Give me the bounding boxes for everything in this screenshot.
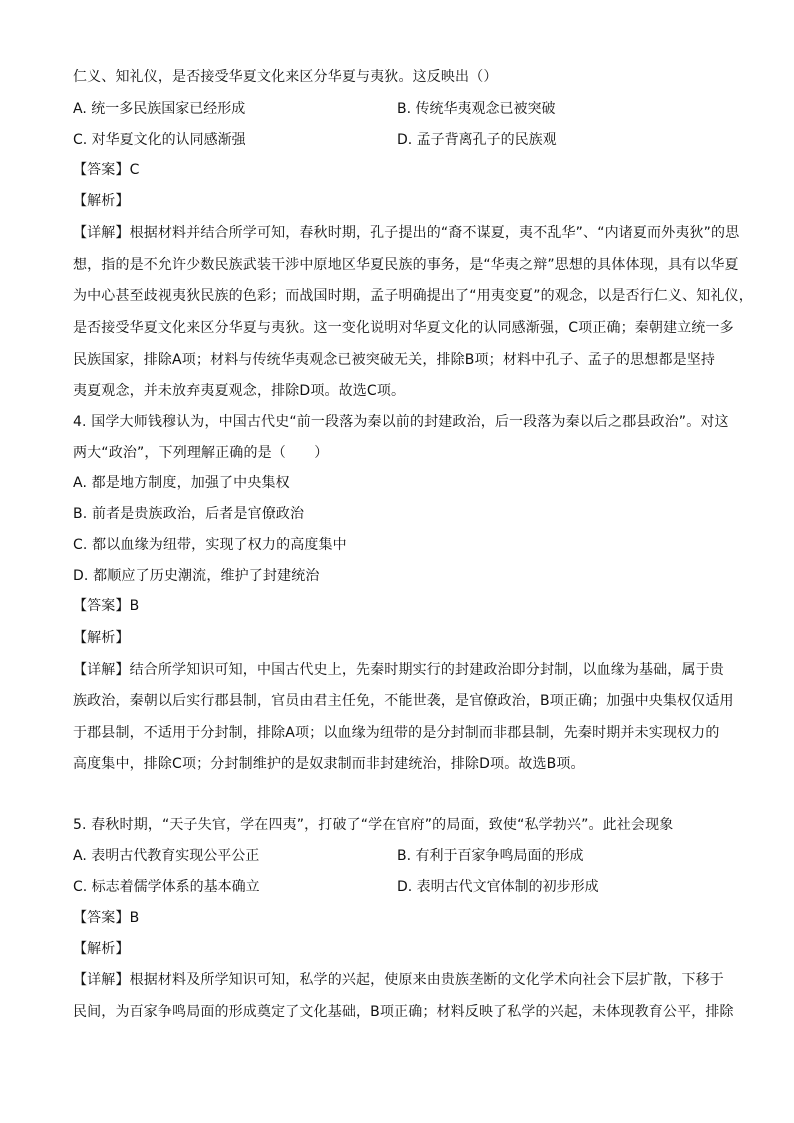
q4-detail-line: 高度集中，排除C项；分封制维护的是奴隶制而非封建统治，排除D项。故选B项。 (73, 756, 585, 772)
q3-detail-line: 【详解】根据材料并结合所学可知，春秋时期，孔子提出的“裔不谋夏，夷不乱华”、“内诸夏而外夷狄”的思 (73, 225, 740, 241)
q5-option-b: B. 有利于百家争鸣局面的形成 (397, 848, 584, 864)
q5-stem: 5. 春秋时期，“天子失官，学在四夷”，打破了“学在官府”的局面，致使“私学勃兴”。此社会现象 (73, 817, 674, 833)
q3-detail-line: 是否接受华夏文化来区分华夏与夷狄。这一变化说明对华夏文化的认同感渐强，C项正确；秦朝建立统一多 (73, 320, 734, 336)
q4-detail-line: 于郡县制，不适用于分封制，排除A项；以血缘为纽带的是分封制而非郡县制，先秦时期并未实现权力的 (73, 725, 720, 741)
q3-answer: 【答案】C (73, 162, 140, 178)
q4-stem-line: 两大“政治”，下列理解正确的是（ ） (73, 445, 329, 461)
q4-stem-line: 4. 国学大师钱穆认为，中国古代史“前一段落为秦以前的封建政治，后一段落为秦以后之郡县政治”。对这 (73, 414, 729, 430)
q3-detail-line: 为中心甚至歧视夷狄民族的色彩；而战国时期，孟子明确提出了“用夷变夏”的观念，以是否行仁义、知礼仪， (73, 288, 753, 304)
q3-detail-line: 夷夏观念，并未放弃夷夏观念，排除D项。故选C项。 (73, 383, 406, 399)
q5-option-a: A. 表明古代教育实现公平公正 (73, 848, 260, 864)
q3-option-a: A. 统一多民族国家已经形成 (73, 101, 246, 117)
q5-option-c: C. 标志着儒学体系的基本确立 (73, 879, 260, 895)
q4-option-a: A. 都是地方制度，加强了中央集权 (73, 475, 290, 491)
q5-answer: 【答案】B (73, 910, 140, 926)
q4-analysis-label: 【解析】 (73, 630, 130, 646)
q3-analysis-label: 【解析】 (73, 193, 130, 209)
q4-option-c: C. 都以血缘为纽带，实现了权力的高度集中 (73, 537, 347, 553)
q5-detail-line: 【详解】根据材料及所学知识可知，私学的兴起，使原来由贵族垄断的文化学术向社会下层扩散，下移于 (73, 972, 724, 988)
q4-detail-line: 【详解】结合所学知识可知，中国古代史上，先秦时期实行的封建政治即分封制，以血缘为基础，属于贵 (73, 662, 724, 678)
q4-detail-line: 族政治，秦朝以后实行郡县制，官员由君主任免，不能世袭，是官僚政治，B项正确；加强中央集权仅适用 (73, 693, 734, 709)
q3-option-b: B. 传统华夷观念已被突破 (397, 101, 556, 117)
q5-detail-line: 民间，为百家争鸣局面的形成奠定了文化基础，B项正确；材料反映了私学的兴起，未体现教育公平，排除 (73, 1004, 734, 1020)
q4-answer: 【答案】B (73, 598, 140, 614)
q4-option-d: D. 都顺应了历史潮流，维护了封建统治 (73, 568, 320, 584)
q3-detail-line: 想，指的是不允许少数民族武装干涉中原地区华夏民族的事务，是“华夷之辩”思想的具体体现，具有以华夏 (73, 257, 739, 273)
q5-options-row-2 (73, 877, 733, 897)
q3-option-c: C. 对华夏文化的认同感渐强 (73, 132, 246, 148)
q5-option-d: D. 表明古代文官体制的初步形成 (397, 879, 599, 895)
q3-options-row-1 (73, 99, 733, 119)
q5-analysis-label: 【解析】 (73, 941, 130, 957)
q3-detail-line: 民族国家，排除A项；材料与传统华夷观念已被突破无关，排除B项；材料中孔子、孟子的思想都是坚持 (73, 352, 716, 368)
q3-option-d: D. 孟子背离孔子的民族观 (397, 132, 557, 148)
q3-stem-tail: 仁义、知礼仪，是否接受华夏文化来区分华夏与夷狄。这反映出（） (73, 69, 498, 85)
q4-option-b: B. 前者是贵族政治，后者是官僚政治 (73, 506, 305, 522)
q5-options-row-1 (73, 846, 733, 866)
q3-options-row-2 (73, 130, 733, 150)
